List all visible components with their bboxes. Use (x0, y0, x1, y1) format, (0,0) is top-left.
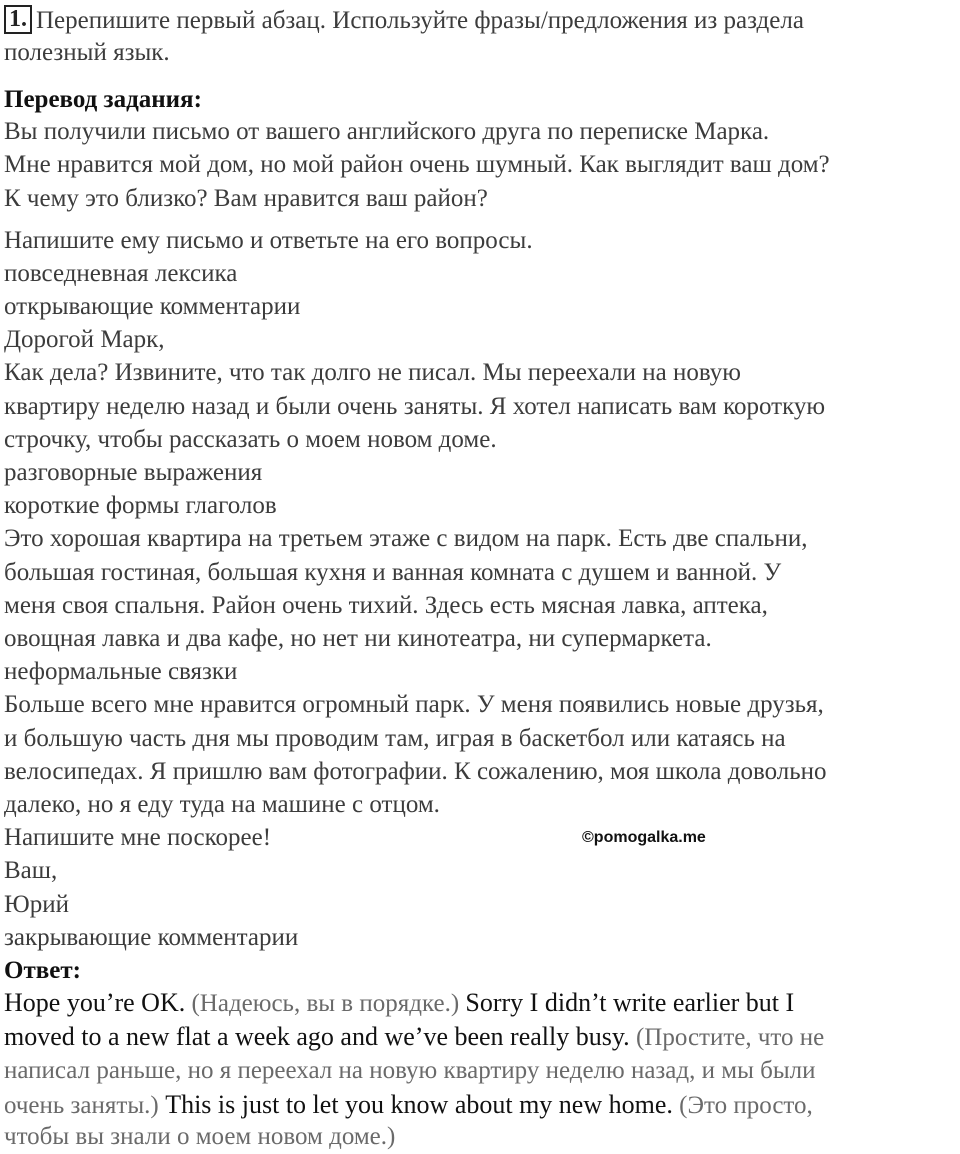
translation-line: Вы получили письмо от вашего английского друга по переписке Марка. (4, 118, 770, 145)
answer-english-text: Hope you’re OK. (4, 988, 186, 1017)
translation-line: короткие формы глаголов (4, 492, 277, 519)
answer-heading: Ответ: (4, 957, 81, 984)
answer-english-text: moved to a new flat a week ago and we’ve been really busy. (4, 1022, 630, 1051)
answer-line-4 (4, 1090, 813, 1121)
translation-line: Напишите ему письмо и ответьте на его вопросы. (4, 227, 533, 254)
translation-line: разговорные выражения (4, 459, 263, 486)
translation-line: Юрий (4, 891, 69, 918)
translation-line: большая гостиная, большая кухня и ванная комната с душем и ванной. У (4, 559, 782, 586)
answer-line-5: чтобы вы знали о моем новом доме.) (4, 1123, 396, 1150)
watermark: ©pomogalka.me (582, 829, 706, 846)
answer-russian-text: (Надеюсь, вы в порядке.) (185, 990, 466, 1017)
answer-russian-text: (Простите, что не (629, 1024, 825, 1051)
translation-line: строчку, чтобы рассказать о моем новом доме. (4, 426, 497, 453)
translation-line: и большую часть дня мы проводим там, играя в баскетбол или катаясь на (4, 725, 786, 752)
translation-line: Дорогой Марк, (4, 326, 165, 353)
translation-line: Больше всего мне нравится огромный парк. У меня появились новые друзья, (4, 691, 824, 718)
answer-line-3: написал раньше, но я переехал на новую квартиру неделю назад, и мы были (4, 1057, 816, 1084)
answer-russian-text: (Это просто, (672, 1092, 813, 1119)
translation-line: повседневная лексика (4, 260, 238, 287)
answer-line-1 (4, 988, 794, 1019)
translation-line: Ваш, (4, 857, 58, 884)
task-text: Перепишите первый абзац. Используйте фразы/предложения из раздела (36, 7, 804, 34)
translation-line: неформальные связки (4, 658, 238, 685)
translation-line: квартиру неделю назад и были очень заняты. Я хотел написать вам короткую (4, 393, 826, 420)
translation-line: закрывающие комментарии (4, 924, 299, 951)
translation-line: меня своя спальня. Район очень тихий. Здесь есть мясная лавка, аптека, (4, 592, 768, 619)
task-line-2: полезный язык. (4, 39, 170, 66)
translation-line: Мне нравится мой дом, но мой район очень шумный. Как выглядит ваш дом? (4, 151, 830, 178)
answer-english-text: This is just to let you know about my new home. (158, 1090, 673, 1119)
translation-line: открывающие комментарии (4, 293, 301, 320)
translation-line: далеко, но я еду туда на машине с отцом. (4, 791, 440, 818)
answer-line-2 (4, 1022, 824, 1053)
translation-line: овощная лавка и два кафе, но нет ни кинотеатра, ни супермаркета. (4, 625, 712, 652)
translation-line: Это хорошая квартира на третьем этаже с видом на парк. Есть две спальни, (4, 525, 808, 552)
answer-english-text: Sorry I didn’t write earlier but I (465, 988, 795, 1017)
task-line-1 (4, 5, 804, 36)
translation-heading: Перевод задания: (4, 86, 202, 113)
task-number-badge: 1. (4, 5, 32, 34)
answer-russian-text: очень заняты.) (4, 1092, 159, 1119)
translation-line: Как дела? Извините, что так долго не писал. Мы переехали на новую (4, 359, 741, 386)
translation-line: велосипедах. Я пришлю вам фотографии. К сожалению, моя школа довольно (4, 758, 827, 785)
translation-line: Напишите мне поскорее! (4, 824, 272, 851)
translation-line: К чему это близко? Вам нравится ваш район? (4, 185, 488, 212)
